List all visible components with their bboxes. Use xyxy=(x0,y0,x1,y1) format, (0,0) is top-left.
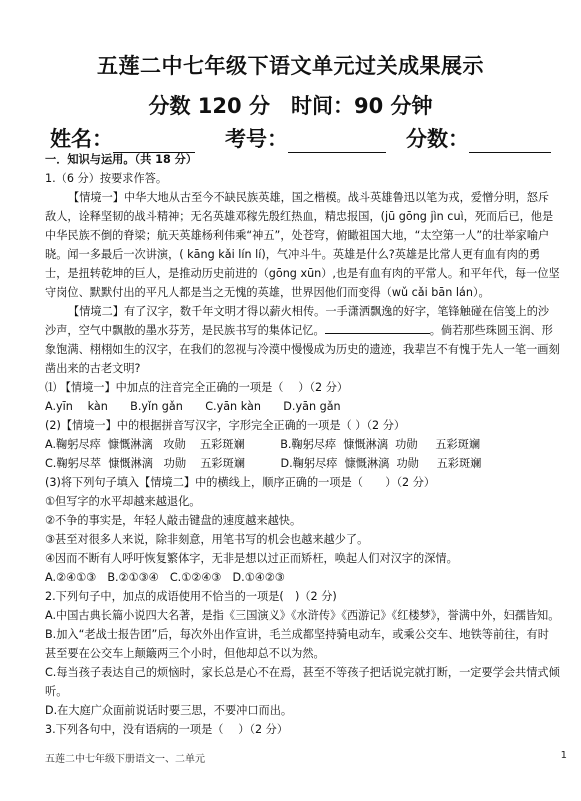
question-2-option-b[interactable]: B.加入“老战士报告团”后，每次外出作宣讲，毛兰成都坚持骑电动车，或乘公交车、地铁等前往，有时甚至要在公交车上颠簸两三个小时，但他却总不以为然。 xyxy=(45,628,549,660)
footer-text: 五莲二中七年级下册语文一、二单元 xyxy=(45,754,205,765)
score-label: 分数： xyxy=(406,127,469,151)
question-1c: (3)将下列句子填入【情境二】中的横线上，顺序正确的一项是（ ）（2 分） xyxy=(45,476,436,489)
exam-subtitle: 分数 120 分 时间：90 分钟 xyxy=(148,94,433,118)
sentence-item-4: ④因而不断有人呼吁恢复繁体字，无非是想以过正而矫枉，唤起人们对汉字的深情。 xyxy=(45,552,458,565)
scene-2-text xyxy=(45,302,560,378)
question-1b-options-cd[interactable]: C.鞠躬尽萃 慷慨淋漓 功勋 五彩斑斓 D.鞠躬尽瘁 慷慨淋漓 功勋 五彩斑斓 xyxy=(45,457,482,470)
sentence-item-1: ①但写字的水平却越来越退化。 xyxy=(45,495,201,508)
question-1b: (2)【情境一】中的根据拼音写汉字，字形完全正确的一项是（ ）（2 分） xyxy=(45,419,406,432)
question-1a-options[interactable]: A.yīn kàn B.yǐn gǎn C.yān kàn D.yān gǎn xyxy=(45,400,341,413)
question-2-option-a[interactable]: A.中国古典长篇小说四大名著，是指《三国演义》《水浒传》《西游记》《红楼梦》，誉满中外，妇孺皆知。 xyxy=(45,609,560,622)
page-number: 1 xyxy=(560,750,567,761)
question-2-option-c[interactable]: C.每当孩子表达自己的烦恼时，家长总是心不在焉，甚至不等孩子把话说完就打断，一定要学会共情式倾听。 xyxy=(45,666,560,698)
question-2: 2.下列句子中，加点的成语使用不恰当的一项是( )（2 分) xyxy=(45,590,337,603)
exam-title: 五莲二中七年级下语文单元过关成果展示 xyxy=(97,54,484,78)
fill-blank-line[interactable] xyxy=(325,321,430,334)
question-1c-options[interactable]: A.②④①③ B.②①③④ C.①②④③ D.①④②③ xyxy=(45,571,285,584)
question-2-option-d[interactable]: D.在大庭广众面前说话时要三思，不要冲口而出。 xyxy=(45,704,293,717)
question-3: 3.下列各句中，没有语病的一项是（ ）（2 分） xyxy=(45,723,289,736)
scene-2-part-b: 。倘若那些珠圆玉润、形象饱满、栩栩如生的汉字，在我们的忽视与冷漠中慢慢成为历史的遗迹，我辈岂不有愧于先人一笔一画刻凿出来的古老文明? xyxy=(45,324,560,375)
page-footer xyxy=(45,750,575,765)
scene-1-text: 【情境一】中华大地从古至今不缺民族英雄，国之楷模。战斗英雄鲁迅以笔为戎，爱憎分明，怒斥敌人，诠释坚韧的战斗精神；无名英雄邓稼先殷红热血，精忠报国，(jū gōng jìn cuì，死而后已，他是中华民族不倒的脊梁；航天英雄杨利伟乘“神五”，处苍穹，俯瞰祖国大地，“太空第一人”的壮举家喻户晓。闻一多最后一次讲演，( kāng kǎi lín lí)，气冲斗牛。英雄是什么?英雄是比常人更有血有肉的勇士，是扭转乾坤的巨人，是推动历史前进的（gōng xūn）,也是有血有肉的平常人。和平年代，每一位坚守岗位、默默付出的平凡人都是当之无愧的英雄，世界因他们而变得（wǔ cǎi bān lán）。 xyxy=(45,191,560,299)
id-label: 考号： xyxy=(225,127,288,151)
question-1b-options-ab[interactable]: A.鞠躬尽瘁 慷慨淋漓 攻勋 五彩斑斓 B.鞠躬尽瘁 慷慨淋漓 功勋 五彩斑斓 xyxy=(45,438,481,451)
scene-2-part-a: 【情境二】有了汉字，数千年文明才得以薪火相传。一手潇洒飘逸的好字，笔锋触碰在信笺上的沙沙声，空气中飘散的墨水芬芳，是民族书写的集体记忆。 xyxy=(45,305,550,337)
student-info-row xyxy=(50,123,551,153)
question-1a: ⑴ 【情境一】中加点的注音完全正确的一项是（ ）（2 分） xyxy=(45,381,349,394)
sentence-item-2: ②不争的事实是，年轻人敲击键盘的速度越来越快。 xyxy=(45,514,302,527)
section-heading: 一．知识与运用。（共 18 分） xyxy=(45,153,198,166)
question-1-intro: 1.（6 分）按要求作答。 xyxy=(45,172,168,185)
name-label: 姓名： xyxy=(50,127,113,151)
sentence-item-3: ③甚至对很多人来说，除非刻意，用笔书写的机会也越来越少了。 xyxy=(45,533,369,546)
exam-body xyxy=(45,150,560,739)
